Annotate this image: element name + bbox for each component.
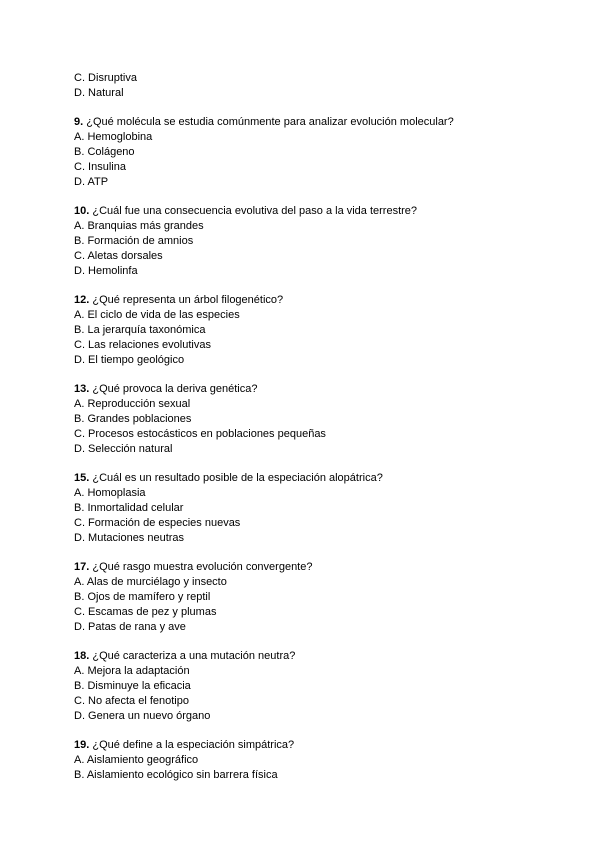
- option-b: B. Formación de amnios: [74, 235, 194, 247]
- option-d: D. Genera un nuevo órgano: [74, 710, 211, 722]
- question-number: 13.: [74, 383, 90, 395]
- option-b: B. Inmortalidad celular: [74, 502, 184, 514]
- option-d: D. Patas de rana y ave: [74, 621, 186, 633]
- option-b: B. Aislamiento ecológico sin barrera física: [74, 769, 278, 781]
- question-block-17: [74, 560, 574, 635]
- option-a: A. Hemoglobina: [74, 131, 153, 143]
- question-text: [74, 738, 574, 753]
- question-number: 9.: [74, 116, 84, 128]
- question-text: [74, 649, 574, 664]
- question-text: [74, 382, 574, 397]
- option-c: C. Procesos estocásticos en poblaciones pequeñas: [74, 428, 326, 440]
- question-prompt: ¿Qué provoca la deriva genética?: [89, 383, 258, 395]
- question-prompt: ¿Cuál es un resultado posible de la especiación alopátrica?: [89, 472, 383, 484]
- option-c: C. No afecta el fenotipo: [74, 695, 189, 707]
- option-a: A. Branquias más grandes: [74, 220, 204, 232]
- option-b: B. Grandes poblaciones: [74, 413, 192, 425]
- option-d: D. Mutaciones neutras: [74, 532, 185, 544]
- question-number: 19.: [74, 739, 90, 751]
- question-number: 12.: [74, 294, 90, 306]
- question-number: 18.: [74, 650, 90, 662]
- question-prompt: ¿Qué representa un árbol filogenético?: [89, 294, 284, 306]
- option-b: B. Ojos de mamífero y reptil: [74, 591, 211, 603]
- question-prompt: ¿Qué define a la especiación simpátrica?: [89, 739, 295, 751]
- option-a: A. El ciclo de vida de las especies: [74, 309, 240, 321]
- question-number: 10.: [74, 205, 90, 217]
- question-block-10: [74, 204, 574, 279]
- question-number: 15.: [74, 472, 90, 484]
- option-c: C. Insulina: [74, 161, 126, 173]
- option-b: B. La jerarquía taxonómica: [74, 324, 206, 336]
- question-prompt: ¿Qué molécula se estudia comúnmente para analizar evolución molecular?: [83, 116, 454, 128]
- question-block-15: [74, 471, 574, 546]
- question-prompt: ¿Cuál fue una consecuencia evolutiva del paso a la vida terrestre?: [89, 205, 418, 217]
- question-number: 17.: [74, 561, 90, 573]
- option-c: C. Aletas dorsales: [74, 250, 163, 262]
- option-d: D. El tiempo geológico: [74, 354, 185, 366]
- option-d: D. ATP: [74, 176, 109, 188]
- question-block-12: [74, 293, 574, 368]
- option-b: B. Disminuye la eficacia: [74, 680, 191, 692]
- option-a: A. Aislamiento geográfico: [74, 754, 199, 766]
- question-text: [74, 293, 574, 308]
- option-a: A. Mejora la adaptación: [74, 665, 190, 677]
- option-c: C. Formación de especies nuevas: [74, 517, 241, 529]
- option-a: A. Reproducción sexual: [74, 398, 191, 410]
- question-prompt: ¿Qué caracteriza a una mutación neutra?: [89, 650, 296, 662]
- question-text: [74, 115, 574, 130]
- quiz-content: [74, 71, 574, 797]
- option-d: D. Selección natural: [74, 443, 173, 455]
- option-d: D. Hemolinfa: [74, 265, 138, 277]
- question-block-9: [74, 115, 574, 190]
- question-block-19: [74, 738, 574, 783]
- question-prompt: ¿Qué rasgo muestra evolución convergente?: [89, 561, 313, 573]
- option-c: C. Las relaciones evolutivas: [74, 339, 211, 351]
- option-b: B. Colágeno: [74, 146, 135, 158]
- question-block-continued: [74, 71, 574, 101]
- option-d: D. Natural: [74, 87, 124, 99]
- question-block-18: [74, 649, 574, 724]
- option-c: C. Disruptiva: [74, 72, 137, 84]
- question-text: [74, 204, 574, 219]
- option-a: A. Homoplasia: [74, 487, 146, 499]
- question-block-13: [74, 382, 574, 457]
- question-text: [74, 471, 574, 486]
- option-a: A. Alas de murciélago y insecto: [74, 576, 227, 588]
- question-text: [74, 560, 574, 575]
- option-c: C. Escamas de pez y plumas: [74, 606, 217, 618]
